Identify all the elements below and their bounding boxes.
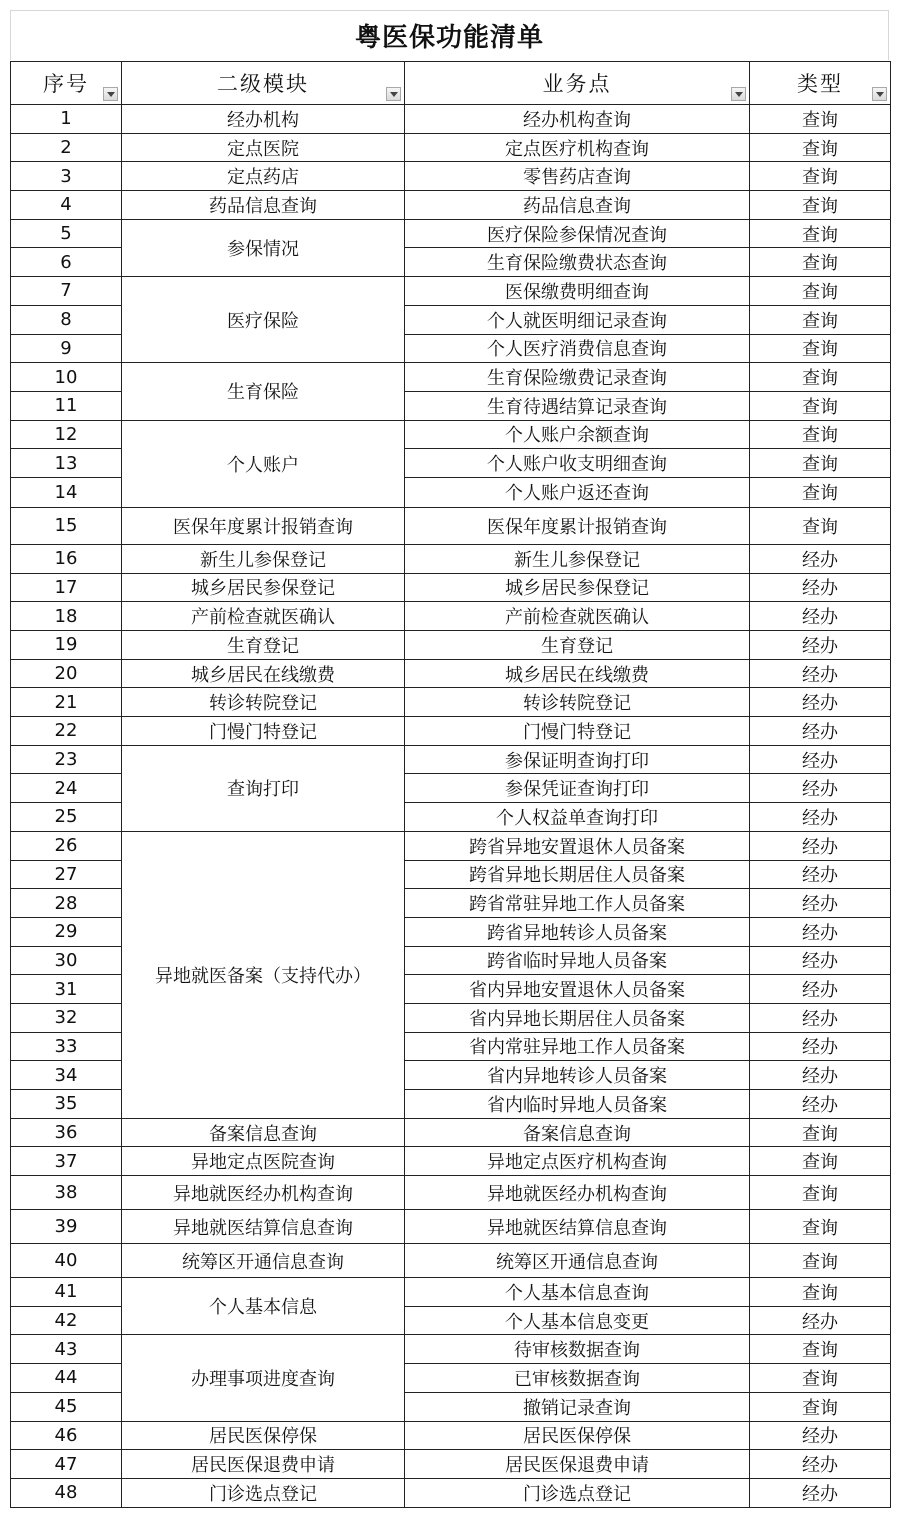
table-row	[11, 191, 891, 220]
dropdown-arrow-icon	[107, 92, 115, 97]
cell-seq: 20	[11, 659, 122, 688]
cell-business: 个人账户余额查询	[405, 420, 750, 449]
cell-type: 查询	[750, 449, 891, 478]
cell-module: 异地定点医院查询	[122, 1147, 405, 1176]
cell-business: 个人基本信息变更	[405, 1306, 750, 1335]
cell-type: 查询	[750, 1147, 891, 1176]
header-business-label: 业务点	[542, 72, 612, 96]
cell-business: 异地就医结算信息查询	[405, 1210, 750, 1244]
cell-seq: 21	[11, 688, 122, 717]
cell-seq: 28	[11, 889, 122, 918]
cell-type: 经办	[750, 1061, 891, 1090]
cell-module: 定点医院	[122, 133, 405, 162]
cell-seq: 10	[11, 363, 122, 392]
sheet-title: 粤医保功能清单	[354, 23, 544, 53]
cell-business: 生育登记	[405, 631, 750, 660]
table-row	[11, 544, 891, 573]
cell-type: 查询	[750, 1335, 891, 1364]
table-row	[11, 1147, 891, 1176]
cell-type: 经办	[750, 860, 891, 889]
table-row	[11, 573, 891, 602]
cell-type: 查询	[750, 1176, 891, 1210]
table-row	[11, 162, 891, 191]
cell-seq: 47	[11, 1450, 122, 1479]
cell-seq: 46	[11, 1421, 122, 1450]
table-row	[11, 219, 891, 248]
cell-business: 医疗保险参保情况查询	[405, 219, 750, 248]
header-business	[405, 62, 750, 105]
cell-module: 异地就医结算信息查询	[122, 1210, 405, 1244]
table-row	[11, 1450, 891, 1479]
cell-business: 省内异地安置退休人员备案	[405, 975, 750, 1004]
cell-module: 医保年度累计报销查询	[122, 507, 405, 544]
table-row	[11, 717, 891, 746]
header-seq-label: 序号	[43, 72, 89, 96]
cell-business: 参保证明查询打印	[405, 745, 750, 774]
cell-type: 查询	[750, 363, 891, 392]
cell-business: 个人就医明细记录查询	[405, 305, 750, 334]
cell-module: 统筹区开通信息查询	[122, 1244, 405, 1278]
cell-business: 跨省异地安置退休人员备案	[405, 831, 750, 860]
table-row	[11, 1176, 891, 1210]
cell-type: 经办	[750, 917, 891, 946]
cell-seq: 29	[11, 917, 122, 946]
cell-type: 查询	[750, 248, 891, 277]
cell-business: 省内异地长期居住人员备案	[405, 1003, 750, 1032]
cell-type: 查询	[750, 277, 891, 306]
cell-business: 待审核数据查询	[405, 1335, 750, 1364]
cell-seq: 45	[11, 1392, 122, 1421]
cell-type: 经办	[750, 659, 891, 688]
cell-seq: 27	[11, 860, 122, 889]
table-row	[11, 745, 891, 774]
table-row	[11, 133, 891, 162]
cell-module: 办理事项进度查询	[122, 1335, 405, 1421]
cell-seq: 23	[11, 745, 122, 774]
table-row	[11, 1118, 891, 1147]
cell-module: 转诊转院登记	[122, 688, 405, 717]
cell-seq: 12	[11, 420, 122, 449]
cell-type: 经办	[750, 688, 891, 717]
cell-seq: 30	[11, 946, 122, 975]
cell-seq: 24	[11, 774, 122, 803]
cell-business: 城乡居民在线缴费	[405, 659, 750, 688]
table-row	[11, 1478, 891, 1507]
cell-seq: 15	[11, 507, 122, 544]
cell-type: 查询	[750, 420, 891, 449]
cell-seq: 48	[11, 1478, 122, 1507]
cell-business: 撤销记录查询	[405, 1392, 750, 1421]
cell-type: 查询	[750, 1392, 891, 1421]
cell-seq: 5	[11, 219, 122, 248]
dropdown-arrow-icon	[735, 92, 743, 97]
cell-seq: 14	[11, 477, 122, 507]
cell-business: 转诊转院登记	[405, 688, 750, 717]
cell-business: 统筹区开通信息查询	[405, 1244, 750, 1278]
cell-module: 居民医保停保	[122, 1421, 405, 1450]
cell-module: 个人基本信息	[122, 1278, 405, 1335]
function-list-table	[10, 61, 891, 1508]
cell-seq: 18	[11, 602, 122, 631]
cell-type: 经办	[750, 602, 891, 631]
cell-business: 生育保险缴费记录查询	[405, 363, 750, 392]
cell-business: 经办机构查询	[405, 105, 750, 134]
cell-business: 省内常驻异地工作人员备案	[405, 1032, 750, 1061]
cell-module: 异地就医备案（支持代办）	[122, 831, 405, 1118]
dropdown-arrow-icon	[876, 92, 884, 97]
cell-module: 异地就医经办机构查询	[122, 1176, 405, 1210]
cell-business: 医保缴费明细查询	[405, 277, 750, 306]
header-type	[750, 62, 891, 105]
cell-seq: 1	[11, 105, 122, 134]
cell-type: 查询	[750, 1278, 891, 1307]
header-module	[122, 62, 405, 105]
filter-module-button[interactable]	[386, 87, 401, 101]
cell-business: 零售药店查询	[405, 162, 750, 191]
cell-type: 经办	[750, 1421, 891, 1450]
table-body	[11, 105, 891, 1508]
cell-business: 异地定点医疗机构查询	[405, 1147, 750, 1176]
cell-business: 异地就医经办机构查询	[405, 1176, 750, 1210]
cell-business: 生育保险缴费状态查询	[405, 248, 750, 277]
cell-type: 查询	[750, 1118, 891, 1147]
cell-type: 经办	[750, 573, 891, 602]
cell-type: 经办	[750, 1090, 891, 1119]
cell-module: 查询打印	[122, 745, 405, 831]
cell-business: 个人医疗消费信息查询	[405, 334, 750, 363]
cell-seq: 32	[11, 1003, 122, 1032]
cell-type: 查询	[750, 105, 891, 134]
cell-seq: 17	[11, 573, 122, 602]
cell-business: 城乡居民参保登记	[405, 573, 750, 602]
cell-seq: 26	[11, 831, 122, 860]
filter-seq-button[interactable]	[103, 87, 118, 101]
cell-seq: 40	[11, 1244, 122, 1278]
cell-module: 生育保险	[122, 363, 405, 420]
cell-business: 个人账户返还查询	[405, 477, 750, 507]
cell-seq: 33	[11, 1032, 122, 1061]
header-module-label: 二级模块	[217, 72, 309, 96]
cell-type: 查询	[750, 334, 891, 363]
cell-business: 产前检查就医确认	[405, 602, 750, 631]
cell-business: 居民医保停保	[405, 1421, 750, 1450]
cell-module: 经办机构	[122, 105, 405, 134]
cell-type: 查询	[750, 1364, 891, 1393]
cell-module: 参保情况	[122, 219, 405, 276]
cell-type: 查询	[750, 1244, 891, 1278]
cell-module: 备案信息查询	[122, 1118, 405, 1147]
cell-type: 查询	[750, 507, 891, 544]
cell-type: 经办	[750, 1450, 891, 1479]
sheet-title-cell	[10, 10, 889, 60]
cell-type: 查询	[750, 219, 891, 248]
cell-seq: 44	[11, 1364, 122, 1393]
cell-module: 医疗保险	[122, 277, 405, 363]
cell-business: 跨省异地转诊人员备案	[405, 917, 750, 946]
cell-type: 经办	[750, 831, 891, 860]
table-row	[11, 105, 891, 134]
cell-business: 个人基本信息查询	[405, 1278, 750, 1307]
cell-type: 查询	[750, 133, 891, 162]
cell-business: 跨省异地长期居住人员备案	[405, 860, 750, 889]
cell-seq: 31	[11, 975, 122, 1004]
cell-type: 查询	[750, 477, 891, 507]
cell-business: 新生儿参保登记	[405, 544, 750, 573]
cell-seq: 22	[11, 717, 122, 746]
cell-type: 经办	[750, 889, 891, 918]
cell-seq: 43	[11, 1335, 122, 1364]
cell-seq: 37	[11, 1147, 122, 1176]
cell-business: 门诊选点登记	[405, 1478, 750, 1507]
cell-module: 生育登记	[122, 631, 405, 660]
cell-module: 居民医保退费申请	[122, 1450, 405, 1479]
cell-type: 查询	[750, 162, 891, 191]
cell-business: 药品信息查询	[405, 191, 750, 220]
cell-type: 经办	[750, 774, 891, 803]
cell-type: 经办	[750, 1032, 891, 1061]
cell-business: 门慢门特登记	[405, 717, 750, 746]
table-row	[11, 688, 891, 717]
cell-seq: 3	[11, 162, 122, 191]
table-row	[11, 1421, 891, 1450]
cell-seq: 42	[11, 1306, 122, 1335]
cell-business: 个人账户收支明细查询	[405, 449, 750, 478]
cell-seq: 25	[11, 803, 122, 832]
cell-seq: 41	[11, 1278, 122, 1307]
cell-seq: 7	[11, 277, 122, 306]
cell-business: 定点医疗机构查询	[405, 133, 750, 162]
cell-business: 个人权益单查询打印	[405, 803, 750, 832]
cell-type: 查询	[750, 305, 891, 334]
cell-business: 生育待遇结算记录查询	[405, 391, 750, 420]
cell-business: 省内临时异地人员备案	[405, 1090, 750, 1119]
cell-type: 经办	[750, 745, 891, 774]
table-row	[11, 1210, 891, 1244]
filter-business-button[interactable]	[731, 87, 746, 101]
cell-business: 备案信息查询	[405, 1118, 750, 1147]
cell-seq: 13	[11, 449, 122, 478]
cell-seq: 35	[11, 1090, 122, 1119]
table-row	[11, 277, 891, 306]
cell-seq: 38	[11, 1176, 122, 1210]
cell-module: 新生儿参保登记	[122, 544, 405, 573]
cell-seq: 16	[11, 544, 122, 573]
table-row	[11, 363, 891, 392]
cell-module: 产前检查就医确认	[122, 602, 405, 631]
cell-seq: 8	[11, 305, 122, 334]
cell-business: 医保年度累计报销查询	[405, 507, 750, 544]
cell-business: 省内异地转诊人员备案	[405, 1061, 750, 1090]
table-row	[11, 1244, 891, 1278]
header-row	[11, 62, 891, 105]
cell-business: 居民医保退费申请	[405, 1450, 750, 1479]
cell-business: 已审核数据查询	[405, 1364, 750, 1393]
cell-business: 跨省常驻异地工作人员备案	[405, 889, 750, 918]
cell-type: 经办	[750, 1003, 891, 1032]
cell-type: 查询	[750, 1210, 891, 1244]
table-row	[11, 507, 891, 544]
cell-module: 城乡居民参保登记	[122, 573, 405, 602]
cell-module: 定点药店	[122, 162, 405, 191]
cell-seq: 36	[11, 1118, 122, 1147]
cell-module: 门诊选点登记	[122, 1478, 405, 1507]
cell-type: 经办	[750, 1478, 891, 1507]
header-seq	[11, 62, 122, 105]
table-row	[11, 1278, 891, 1307]
cell-type: 经办	[750, 803, 891, 832]
table-row	[11, 659, 891, 688]
table-row	[11, 602, 891, 631]
filter-type-button[interactable]	[872, 87, 887, 101]
cell-module: 门慢门特登记	[122, 717, 405, 746]
cell-type: 查询	[750, 391, 891, 420]
table-row	[11, 1335, 891, 1364]
cell-seq: 4	[11, 191, 122, 220]
cell-seq: 9	[11, 334, 122, 363]
cell-type: 经办	[750, 1306, 891, 1335]
cell-seq: 34	[11, 1061, 122, 1090]
table-row	[11, 831, 891, 860]
cell-business: 参保凭证查询打印	[405, 774, 750, 803]
cell-type: 经办	[750, 544, 891, 573]
cell-seq: 2	[11, 133, 122, 162]
cell-module: 城乡居民在线缴费	[122, 659, 405, 688]
header-type-label: 类型	[797, 72, 843, 96]
cell-business: 跨省临时异地人员备案	[405, 946, 750, 975]
table-row	[11, 420, 891, 449]
cell-module: 个人账户	[122, 420, 405, 507]
table-row	[11, 631, 891, 660]
dropdown-arrow-icon	[390, 92, 398, 97]
cell-type: 查询	[750, 191, 891, 220]
cell-seq: 19	[11, 631, 122, 660]
cell-type: 经办	[750, 631, 891, 660]
cell-seq: 11	[11, 391, 122, 420]
cell-type: 经办	[750, 717, 891, 746]
cell-seq: 6	[11, 248, 122, 277]
cell-seq: 39	[11, 1210, 122, 1244]
cell-type: 经办	[750, 946, 891, 975]
cell-type: 经办	[750, 975, 891, 1004]
cell-module: 药品信息查询	[122, 191, 405, 220]
